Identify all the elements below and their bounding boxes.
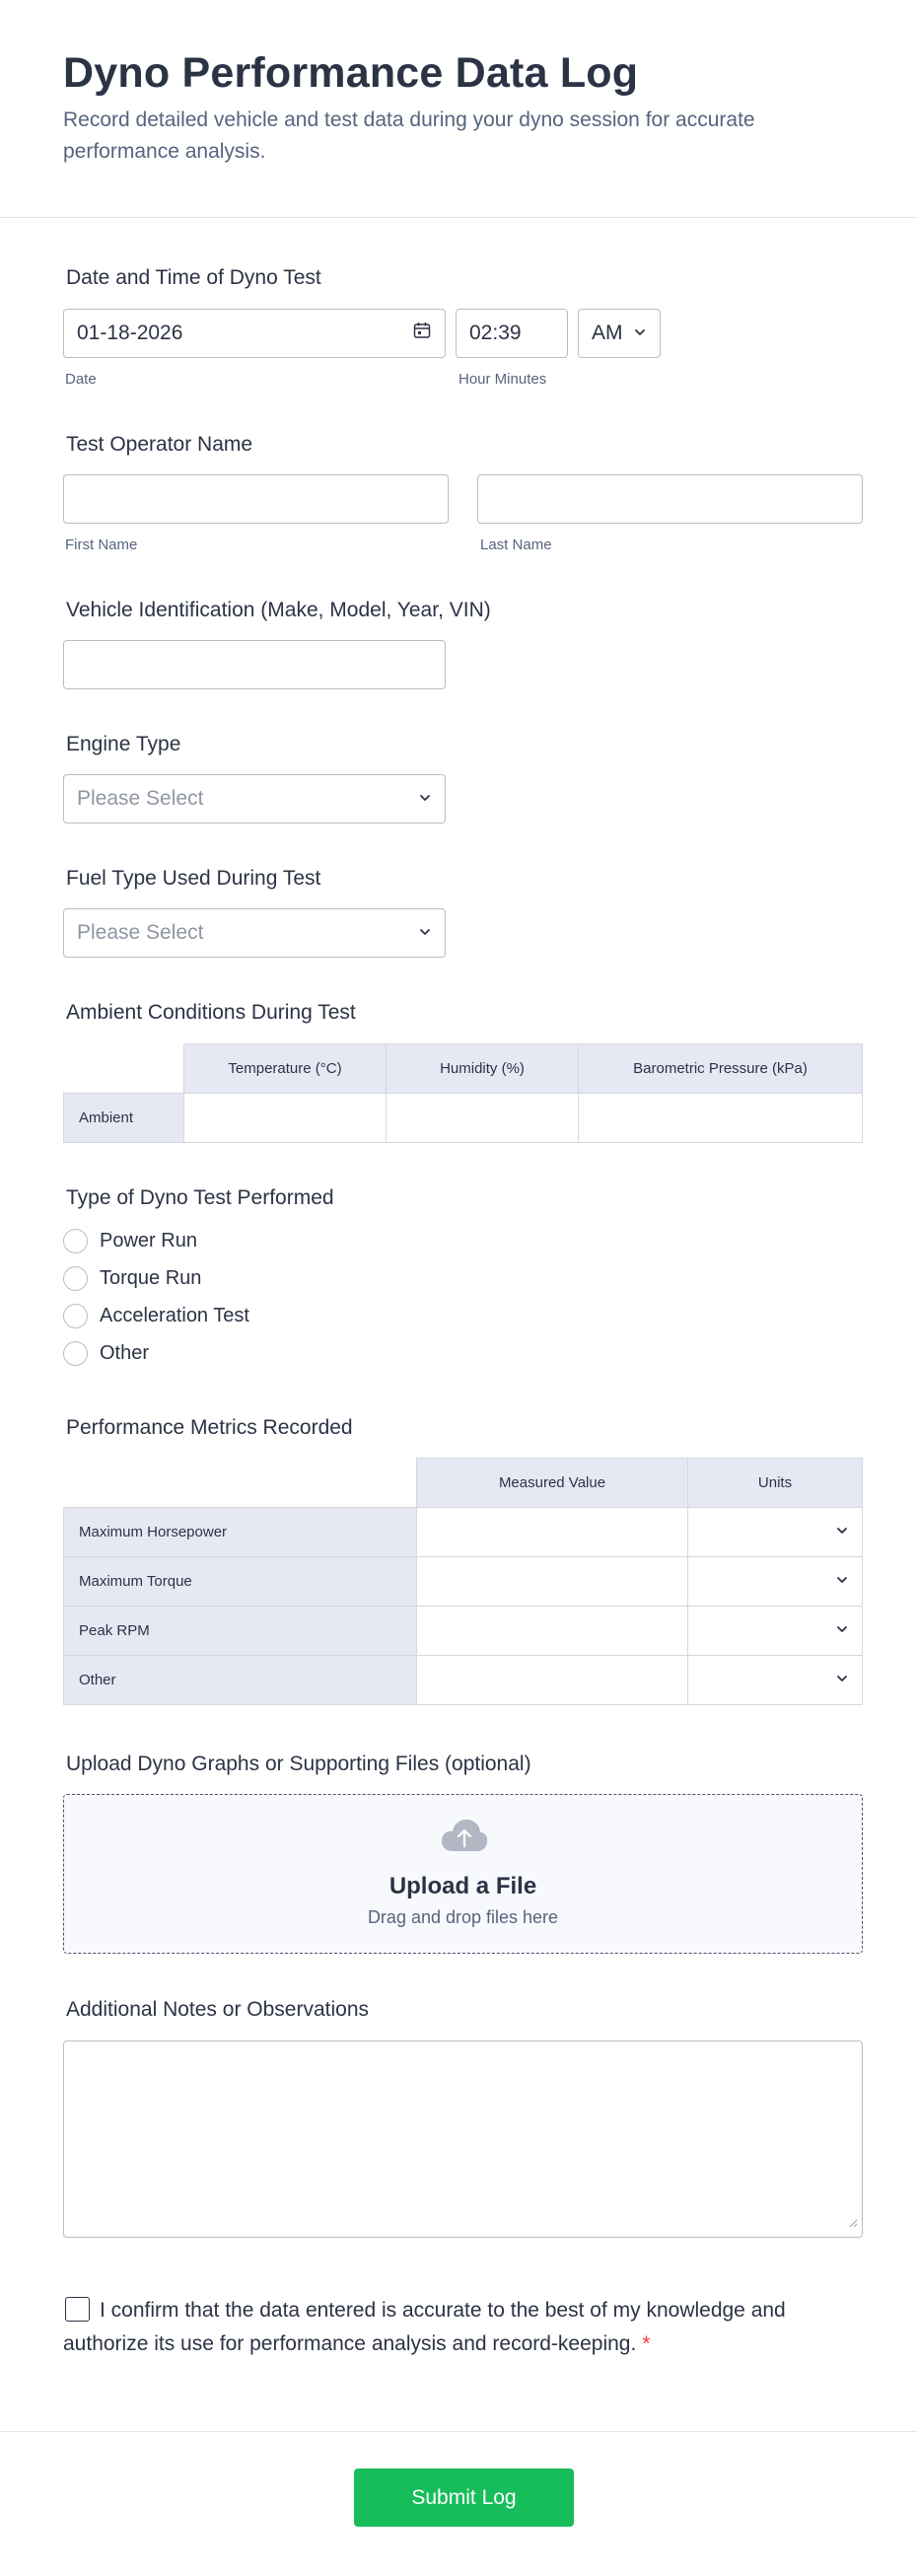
resize-handle-icon[interactable] (848, 2215, 858, 2233)
upload-subtitle: Drag and drop files here (367, 1907, 559, 1927)
radio-circle[interactable] (63, 1266, 88, 1291)
upload-title: Upload a File (388, 1873, 537, 1899)
radio-option-other[interactable] (63, 1341, 149, 1366)
table-row (64, 1557, 863, 1607)
calendar-icon[interactable] (412, 321, 432, 346)
radio-label: Acceleration Test (100, 1305, 249, 1326)
table-row (64, 1508, 863, 1557)
time-sublabel: Hour Minutes (458, 371, 547, 388)
radio-option-torque-run[interactable] (63, 1266, 201, 1291)
measured-value-input[interactable] (417, 1607, 688, 1656)
table-row (64, 1656, 863, 1705)
date-sublabel: Date (65, 371, 97, 388)
time-value: 02:39 (469, 322, 522, 344)
upload-label: Upload Dyno Graphs or Supporting Files (optional) (66, 1753, 531, 1775)
chevron-down-icon (418, 787, 432, 811)
datetime-label: Date and Time of Dyno Test (66, 266, 321, 289)
temperature-cell-input[interactable] (184, 1094, 387, 1143)
notes-label: Additional Notes or Observations (66, 1998, 369, 2021)
ambient-col-header: Humidity (%) (387, 1044, 579, 1094)
ambient-row-header: Ambient (64, 1094, 184, 1143)
fuel-select[interactable] (63, 908, 446, 958)
fuel-placeholder: Please Select (77, 921, 204, 944)
metrics-row-header: Other (64, 1656, 417, 1705)
cloud-upload-icon (441, 1819, 488, 1857)
fuel-label: Fuel Type Used During Test (66, 867, 321, 890)
engine-placeholder: Please Select (77, 787, 204, 810)
radio-option-power-run[interactable] (63, 1229, 197, 1253)
vehicle-input[interactable] (63, 640, 446, 689)
units-select[interactable] (688, 1607, 863, 1656)
metrics-label: Performance Metrics Recorded (66, 1416, 353, 1439)
table-row (64, 1094, 863, 1143)
form-header (0, 0, 917, 218)
ampm-value: AM (592, 322, 623, 344)
metrics-row-header: Peak RPM (64, 1607, 417, 1656)
test-type-label: Type of Dyno Test Performed (66, 1186, 334, 1209)
units-select[interactable] (688, 1557, 863, 1607)
confirm-text: I confirm that the data entered is accurate to the best of my knowledge and authorize its use for performance analysis and record-keeping. (63, 2299, 786, 2355)
measured-value-input[interactable] (417, 1557, 688, 1607)
metrics-row-header: Maximum Torque (64, 1557, 417, 1607)
pressure-cell-input[interactable] (579, 1094, 863, 1143)
first-name-sublabel: First Name (65, 537, 138, 553)
chevron-down-icon (633, 322, 647, 345)
measured-value-input[interactable] (417, 1656, 688, 1705)
upload-dropzone[interactable] (63, 1794, 863, 1954)
metrics-table (63, 1458, 863, 1705)
time-input[interactable] (456, 309, 568, 358)
ambient-col-header: Barometric Pressure (kPa) (579, 1044, 863, 1094)
metrics-row-header: Maximum Horsepower (64, 1508, 417, 1557)
table-corner (64, 1044, 184, 1094)
radio-circle[interactable] (63, 1304, 88, 1328)
first-name-input[interactable] (63, 474, 449, 524)
radio-label: Power Run (100, 1230, 197, 1252)
submit-button[interactable]: Submit Log (354, 2469, 574, 2527)
radio-label: Torque Run (100, 1267, 202, 1289)
chevron-down-icon (835, 1622, 849, 1640)
last-name-input[interactable] (477, 474, 863, 524)
units-select[interactable] (688, 1508, 863, 1557)
radio-label: Other (100, 1342, 150, 1364)
chevron-down-icon (835, 1524, 849, 1541)
page-subtitle: Record detailed vehicle and test data during your dyno session for accurate performance analysis. (63, 108, 755, 163)
metrics-col-header: Measured Value (417, 1459, 688, 1508)
radio-option-acceleration-test[interactable] (63, 1304, 249, 1328)
humidity-cell-input[interactable] (387, 1094, 579, 1143)
confirm-checkbox-row (63, 2294, 793, 2361)
ambient-table (63, 1043, 863, 1143)
ampm-select[interactable] (578, 309, 661, 358)
units-select[interactable] (688, 1656, 863, 1705)
radio-circle[interactable] (63, 1341, 88, 1366)
required-mark: * (642, 2332, 651, 2355)
ambient-col-header: Temperature (°C) (184, 1044, 387, 1094)
ambient-label: Ambient Conditions During Test (66, 1001, 356, 1024)
metrics-col-header: Units (688, 1459, 863, 1508)
table-corner (64, 1459, 417, 1508)
last-name-sublabel: Last Name (480, 537, 552, 553)
engine-select[interactable] (63, 774, 446, 823)
operator-label: Test Operator Name (66, 433, 253, 456)
measured-value-input[interactable] (417, 1508, 688, 1557)
chevron-down-icon (835, 1672, 849, 1689)
engine-label: Engine Type (66, 733, 181, 755)
date-input[interactable] (63, 309, 446, 358)
vehicle-label: Vehicle Identification (Make, Model, Year, VIN) (66, 599, 491, 621)
table-row (64, 1607, 863, 1656)
notes-textarea[interactable] (63, 2040, 863, 2238)
date-value: 01-18-2026 (77, 322, 183, 344)
confirm-checkbox[interactable] (65, 2297, 90, 2322)
chevron-down-icon (835, 1573, 849, 1591)
radio-circle[interactable] (63, 1229, 88, 1253)
chevron-down-icon (418, 921, 432, 945)
page-title: Dyno Performance Data Log (63, 49, 639, 97)
